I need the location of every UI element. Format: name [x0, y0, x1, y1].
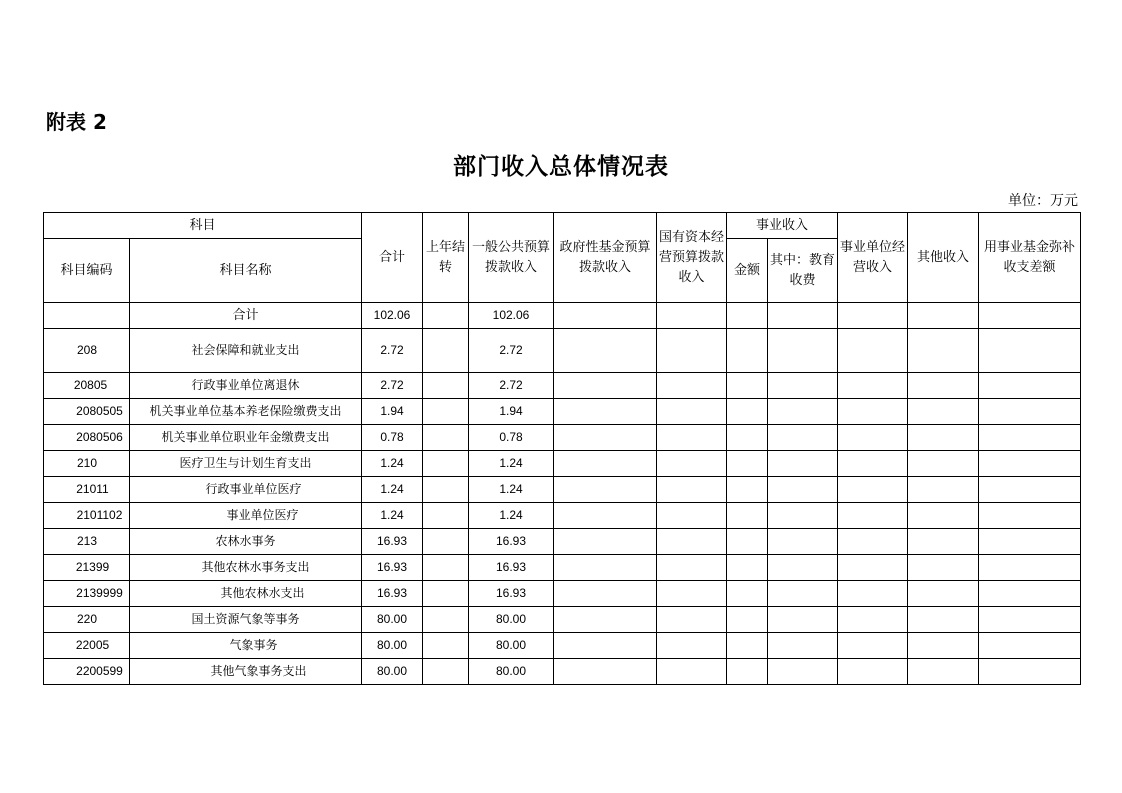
row-name: 行政事业单位离退休: [130, 373, 362, 399]
row-general: 0.78: [469, 425, 554, 451]
table-row: [44, 607, 1081, 633]
table-row: [44, 633, 1081, 659]
table-row: [44, 529, 1081, 555]
income-table: [43, 212, 1081, 685]
row-name: 其他农林水支出: [130, 581, 362, 607]
table-row: [44, 373, 1081, 399]
row-name: 国土资源气象等事务: [130, 607, 362, 633]
row-code: 21399: [44, 555, 130, 581]
row-total: 16.93: [362, 529, 423, 555]
row-total: 1.24: [362, 451, 423, 477]
row-name: 机关事业单位职业年金缴费支出: [130, 425, 362, 451]
row-general: 1.24: [469, 451, 554, 477]
row-total: 1.24: [362, 503, 423, 529]
row-general: 1.24: [469, 503, 554, 529]
row-total: 80.00: [362, 607, 423, 633]
row-general: 80.00: [469, 607, 554, 633]
header-operating-income: 事业单位经营收入: [838, 213, 908, 303]
row-name: 其他气象事务支出: [130, 659, 362, 685]
row-name: 气象事务: [130, 633, 362, 659]
header-total: 合计: [362, 213, 423, 303]
row-name: 社会保障和就业支出: [130, 329, 362, 373]
row-code: 208: [44, 329, 130, 373]
row-general: 80.00: [469, 633, 554, 659]
total-value: 102.06: [362, 303, 423, 329]
row-name: 医疗卫生与计划生育支出: [130, 451, 362, 477]
row-general: 1.94: [469, 399, 554, 425]
total-row: [44, 303, 1081, 329]
row-general: 16.93: [469, 581, 554, 607]
header-gov-fund: 政府性基金预算拨款收入: [554, 213, 657, 303]
row-code: 21011: [44, 477, 130, 503]
row-general: 80.00: [469, 659, 554, 685]
row-general: 2.72: [469, 373, 554, 399]
row-total: 2.72: [362, 329, 423, 373]
unit-label: 单位：万元: [1008, 193, 1078, 209]
total-label: 合计: [130, 303, 362, 329]
row-general: 16.93: [469, 555, 554, 581]
header-fund-offset: 用事业基金弥补收支差额: [979, 213, 1081, 303]
table-row: [44, 399, 1081, 425]
row-code: 2200599: [44, 659, 130, 685]
row-general: 16.93: [469, 529, 554, 555]
attachment-label: 附表 2: [46, 110, 107, 134]
header-carryover: 上年结转: [423, 213, 469, 303]
table-row: [44, 477, 1081, 503]
row-total: 16.93: [362, 581, 423, 607]
row-total: 80.00: [362, 633, 423, 659]
header-state-capital: 国有资本经营预算拨款收入: [657, 213, 727, 303]
header-business-income: 事业收入: [727, 213, 838, 239]
row-code: 2080505: [44, 399, 130, 425]
row-name: 农林水事务: [130, 529, 362, 555]
header-other-income: 其他收入: [908, 213, 979, 303]
row-name: 行政事业单位医疗: [130, 477, 362, 503]
header-general-budget: 一般公共预算拨款收入: [469, 213, 554, 303]
table-row: [44, 659, 1081, 685]
page-title: 部门收入总体情况表: [453, 153, 669, 180]
table-row: [44, 329, 1081, 373]
table-row: [44, 451, 1081, 477]
table-row: [44, 555, 1081, 581]
header-subject-code: 科目编码: [44, 239, 130, 303]
row-code: 213: [44, 529, 130, 555]
row-total: 0.78: [362, 425, 423, 451]
header-amount: 金额: [727, 239, 768, 303]
row-name: 机关事业单位基本养老保险缴费支出: [130, 399, 362, 425]
table-row: [44, 503, 1081, 529]
row-code: 20805: [44, 373, 130, 399]
row-code: 2139999: [44, 581, 130, 607]
row-code: 2080506: [44, 425, 130, 451]
header-subject-name: 科目名称: [130, 239, 362, 303]
row-code: 220: [44, 607, 130, 633]
row-code: 22005: [44, 633, 130, 659]
header-subject: 科目: [44, 213, 362, 239]
row-total: 16.93: [362, 555, 423, 581]
row-total: 2.72: [362, 373, 423, 399]
row-name: 事业单位医疗: [130, 503, 362, 529]
row-general: 1.24: [469, 477, 554, 503]
row-code: 210: [44, 451, 130, 477]
row-general: 2.72: [469, 329, 554, 373]
table-row: [44, 425, 1081, 451]
table-row: [44, 581, 1081, 607]
row-total: 1.94: [362, 399, 423, 425]
total-general: 102.06: [469, 303, 554, 329]
header-edu-fee: 其中：教育收费: [768, 239, 838, 303]
row-name: 其他农林水事务支出: [130, 555, 362, 581]
row-total: 1.24: [362, 477, 423, 503]
row-code: 2101102: [44, 503, 130, 529]
row-total: 80.00: [362, 659, 423, 685]
